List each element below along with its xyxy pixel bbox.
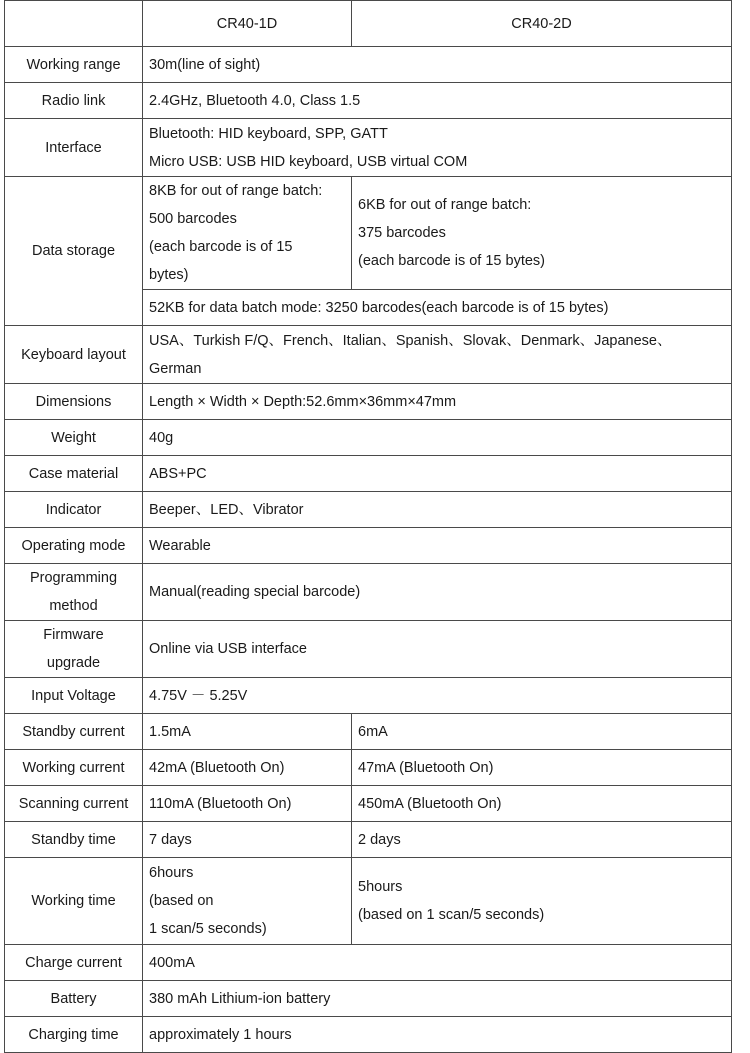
data-storage-1d-line: bytes) (149, 267, 189, 283)
operating-mode-value: Wearable (143, 528, 732, 564)
working-current-label: Working current (5, 750, 143, 786)
working-time-label: Working time (5, 858, 143, 945)
case-material-value: ABS+PC (143, 456, 732, 492)
scanning-current-label: Scanning current (5, 786, 143, 822)
working-current-1d: 42mA (Bluetooth On) (143, 750, 352, 786)
header-row (5, 1, 732, 47)
firmware-upgrade-label-line: Firmware (43, 627, 104, 643)
scanning-current-2d: 450mA (Bluetooth On) (352, 786, 732, 822)
row-weight (5, 420, 732, 456)
working-time-1d (143, 858, 352, 945)
row-working-range (5, 47, 732, 83)
row-charging-time (5, 1017, 732, 1053)
row-dimensions (5, 384, 732, 420)
standby-time-2d: 2 days (352, 822, 732, 858)
firmware-upgrade-label-line: upgrade (46, 655, 101, 671)
radio-link-label: Radio link (5, 83, 143, 119)
programming-method-label (5, 564, 143, 621)
row-working-current (5, 750, 732, 786)
row-scanning-current (5, 786, 732, 822)
standby-time-label: Standby time (5, 822, 143, 858)
standby-current-2d: 6mA (352, 714, 732, 750)
keyboard-layout-line: USA、Turkish F/Q、French、Italian、Spanish、Slovak、Denmark、Japanese、 (149, 332, 672, 349)
row-programming-method (5, 564, 732, 621)
working-time-2d (352, 858, 732, 945)
row-charge-current (5, 945, 732, 981)
dimensions-value: Length × Width × Depth:52.6mm×36mm×47mm (143, 384, 732, 420)
data-storage-label: Data storage (5, 177, 143, 326)
charging-time-value: approximately 1 hours (143, 1017, 732, 1053)
data-storage-1d (143, 177, 352, 290)
row-data-storage (5, 177, 732, 290)
working-time-2d-line: (based on 1 scan/5 seconds) (358, 907, 545, 923)
working-time-1d-line: 1 scan/5 seconds) (149, 921, 267, 937)
working-range-label: Working range (5, 47, 143, 83)
row-input-voltage (5, 678, 732, 714)
battery-label: Battery (5, 981, 143, 1017)
row-firmware-upgrade (5, 621, 732, 678)
radio-link-value: 2.4GHz, Bluetooth 4.0, Class 1.5 (143, 83, 732, 119)
working-current-2d: 47mA (Bluetooth On) (352, 750, 732, 786)
programming-method-label-line: method (49, 598, 98, 614)
battery-value: 380 mAh Lithium-ion battery (143, 981, 732, 1017)
header-cr40-2d: CR40-2D (352, 1, 732, 47)
indicator-label: Indicator (5, 492, 143, 528)
weight-value: 40g (143, 420, 732, 456)
working-time-1d-line: (based on (149, 893, 214, 909)
dimensions-label: Dimensions (5, 384, 143, 420)
working-time-2d-line: 5hours (358, 879, 403, 895)
indicator-value: Beeper、LED、Vibrator (143, 492, 732, 528)
programming-method-value: Manual(reading special barcode) (143, 564, 732, 621)
interface-value (143, 119, 732, 177)
row-interface (5, 119, 732, 177)
scanning-current-1d: 110mA (Bluetooth On) (143, 786, 352, 822)
programming-method-label-line: Programming (29, 570, 118, 586)
interface-usb-line: Micro USB: USB HID keyboard, USB virtual COM (149, 153, 468, 170)
row-keyboard-layout (5, 326, 732, 384)
data-storage-1d-line: 8KB for out of range batch: (149, 183, 323, 199)
case-material-label: Case material (5, 456, 143, 492)
header-cr40-1d: CR40-1D (143, 1, 352, 47)
row-indicator (5, 492, 732, 528)
keyboard-layout-value (143, 326, 732, 384)
charging-time-label: Charging time (5, 1017, 143, 1053)
row-radio-link (5, 83, 732, 119)
data-storage-shared: 52KB for data batch mode: 3250 barcodes(each barcode is of 15 bytes) (143, 290, 732, 326)
firmware-upgrade-label (5, 621, 143, 678)
charge-current-value: 400mA (143, 945, 732, 981)
firmware-upgrade-value: Online via USB interface (143, 621, 732, 678)
keyboard-layout-line: German (149, 360, 202, 377)
row-standby-current (5, 714, 732, 750)
operating-mode-label: Operating mode (5, 528, 143, 564)
row-operating-mode (5, 528, 732, 564)
keyboard-layout-label: Keyboard layout (5, 326, 143, 384)
row-battery (5, 981, 732, 1017)
working-range-value: 30m(line of sight) (143, 47, 732, 83)
header-empty-cell (5, 1, 143, 47)
input-voltage-label: Input Voltage (5, 678, 143, 714)
row-case-material (5, 456, 732, 492)
standby-time-1d: 7 days (143, 822, 352, 858)
data-storage-1d-line: (each barcode is of 15 (149, 239, 293, 255)
working-time-1d-line: 6hours (149, 865, 194, 881)
charge-current-label: Charge current (5, 945, 143, 981)
data-storage-2d-line: 375 barcodes (358, 225, 446, 241)
interface-label: Interface (5, 119, 143, 177)
data-storage-2d (352, 177, 732, 290)
row-working-time (5, 858, 732, 945)
data-storage-2d-line: 6KB for out of range batch: (358, 197, 532, 213)
weight-label: Weight (5, 420, 143, 456)
data-storage-1d-line: 500 barcodes (149, 211, 237, 227)
interface-bluetooth-line: Bluetooth: HID keyboard, SPP, GATT (149, 125, 388, 142)
input-voltage-value: 4.75V － 5.25V (143, 678, 732, 714)
standby-current-1d: 1.5mA (143, 714, 352, 750)
spec-table (4, 0, 732, 1053)
data-storage-2d-line: (each barcode is of 15 bytes) (358, 253, 545, 269)
standby-current-label: Standby current (5, 714, 143, 750)
row-standby-time (5, 822, 732, 858)
